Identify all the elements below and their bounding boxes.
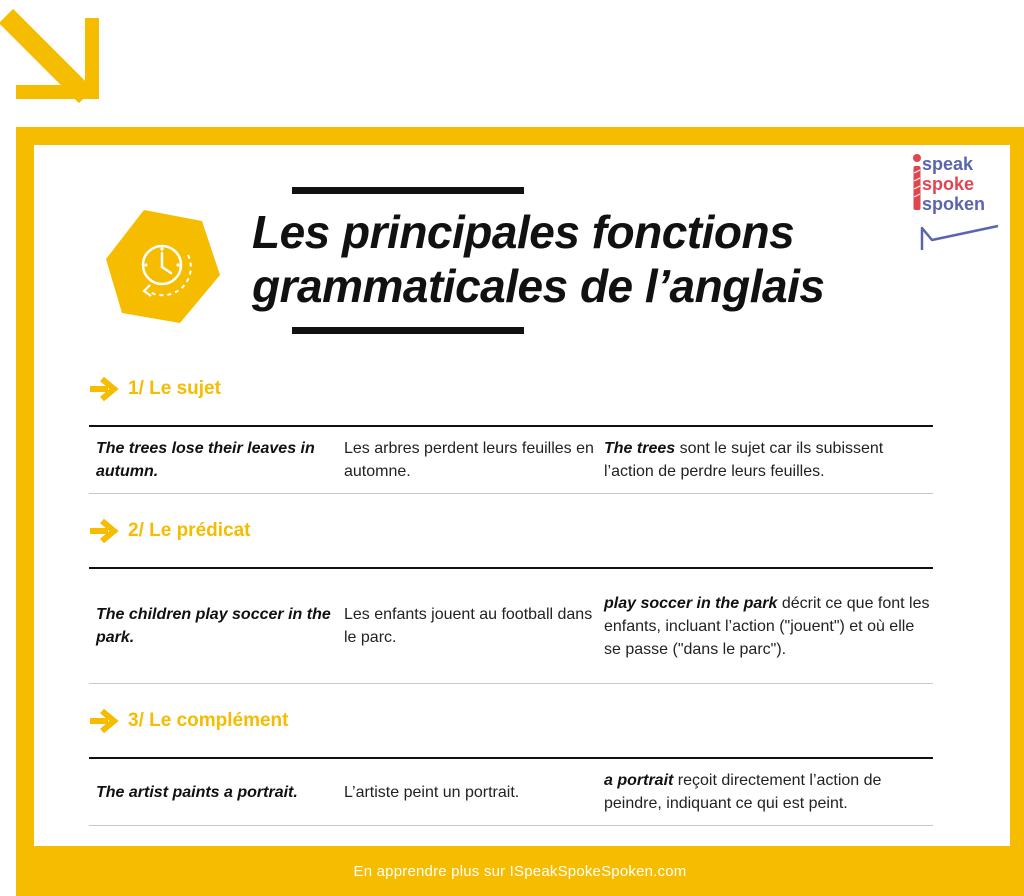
- arrow-right-icon: [88, 518, 120, 544]
- table-row: [89, 567, 933, 684]
- logo-i-icon: [912, 153, 922, 213]
- footer-text: En apprendre plus sur ISpeakSpokeSpoken.com: [353, 862, 687, 880]
- explanation-text: reçoit directement l’action de peindre, indiquant ce qui est peint.: [604, 772, 882, 812]
- logo-word-spoken: spoken: [922, 194, 986, 214]
- example-explanation: [597, 592, 933, 661]
- section-heading-text: 3/ Le complément: [128, 710, 289, 731]
- example-translation: Les enfants jouent au football dans le parc.: [344, 606, 593, 646]
- section-heading-complement: [88, 706, 289, 736]
- example-translation: L’artiste peint un portrait.: [344, 783, 520, 801]
- logo-word-speak: speak: [922, 154, 974, 174]
- explanation-key: a portrait: [604, 772, 674, 789]
- table-row: [89, 757, 933, 826]
- title-bar-bottom: [292, 327, 524, 334]
- section-heading-sujet: [88, 374, 221, 404]
- explanation-key: The trees: [604, 440, 676, 457]
- footer-link[interactable]: [16, 846, 1024, 896]
- example-explanation: [597, 437, 933, 483]
- arrow-right-icon: [88, 708, 120, 734]
- title-line-1: Les principales fonctions: [252, 206, 795, 258]
- example-explanation: [597, 769, 933, 815]
- table-row: [89, 425, 933, 494]
- example-translation: Les arbres perdent leurs feuilles en automne.: [344, 440, 594, 480]
- explanation-text: sont le sujet car ils subissent l’action de perdre leurs feuilles.: [604, 440, 884, 480]
- section-heading-text: 1/ Le sujet: [128, 378, 221, 399]
- section-heading-predicat: [88, 516, 251, 546]
- title-bar-top: [292, 187, 524, 194]
- clock-icon: [104, 207, 222, 327]
- page-title: [252, 205, 932, 313]
- title-line-2: grammaticales de l’anglais: [252, 260, 825, 312]
- explanation-key: play soccer in the park: [604, 594, 778, 612]
- corner-arrow-icon: [0, 0, 110, 110]
- example-english: The trees lose their leaves in autumn.: [96, 440, 315, 480]
- arrow-right-icon: [88, 376, 120, 402]
- example-english: The artist paints a portrait.: [96, 783, 298, 801]
- explanation-text: décrit ce que font les enfants, incluant l’action ("jouent") et où elle se passe ("dans le parc").: [604, 594, 930, 658]
- section-heading-text: 2/ Le prédicat: [128, 520, 251, 541]
- logo-word-spoke: spoke: [922, 174, 975, 194]
- example-english: The children play soccer in the park.: [96, 606, 331, 646]
- speech-tail-icon: [920, 220, 1000, 252]
